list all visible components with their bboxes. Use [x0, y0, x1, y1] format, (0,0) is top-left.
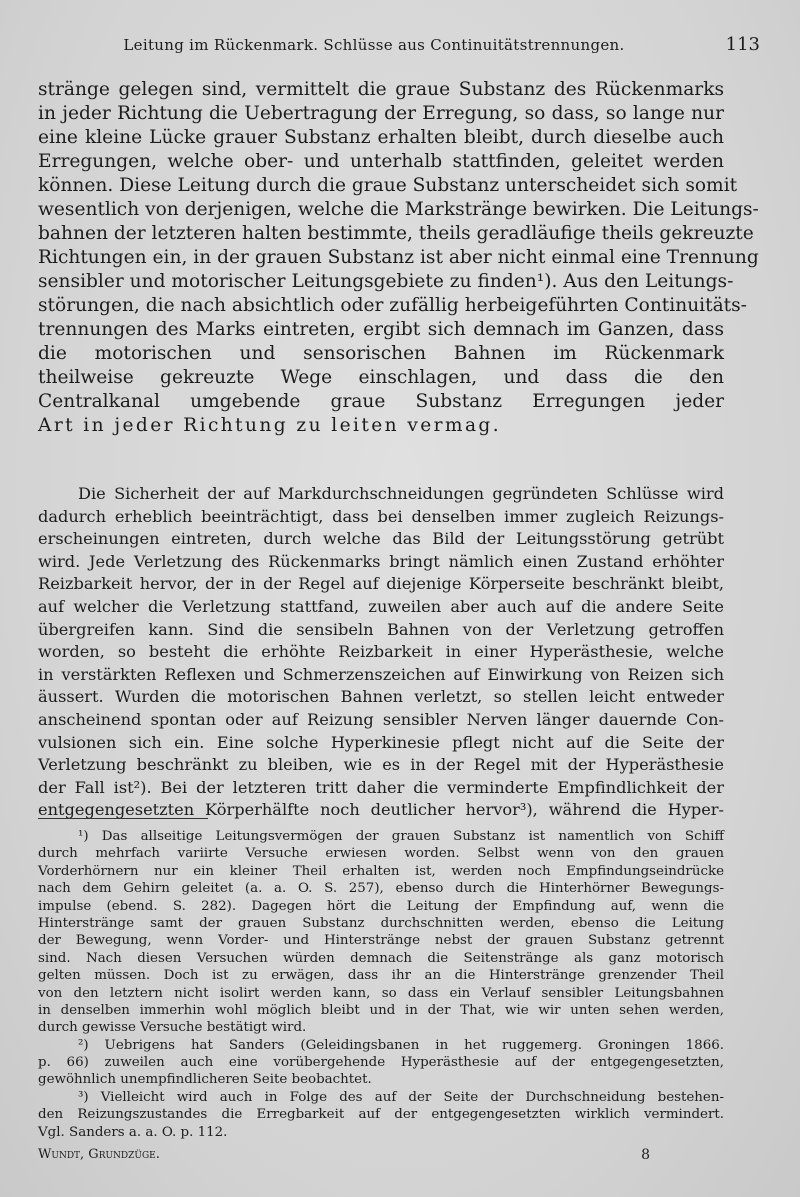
footnote-line: ²) Uebrigens hat Sanders (Geleidingsbanen in het ruggemerg. Groningen 1866.: [78, 1037, 724, 1053]
footnote-line: sind. Nach diesen Versuchen würden demnach die Seitenstränge als ganz motorisch: [38, 950, 724, 966]
footnote-line: nach dem Gehirn geleitet (a. a. O. S. 257), ebenso durch die Hinterhörner Bewegungs-: [38, 881, 724, 897]
footnote-line: von den letztern nicht isolirt werden kann, so dass ein Verlauf sensibler Leitungsbahnen: [38, 985, 724, 1001]
footnote-line: ¹) Das allseitige Leitungsvermögen der grauen Substanz ist namentlich von Schiff: [78, 829, 724, 844]
text-line: erscheinungen eintreten, durch welche das Bild der Leitungsstörung getrübt: [38, 529, 724, 549]
footnote-line: Vorderhörnern nur ein kleiner Theil erhalten ist, werden noch Empfindungseindrücke: [38, 863, 724, 879]
text-line: entgegengesetzten Körperhälfte noch deutlicher hervor³), während die Hyper-: [38, 800, 724, 820]
text-line: Erregungen, welche ober- und unterhalb stattfinden, geleitet werden: [38, 151, 724, 172]
signature-number: 8: [641, 1147, 650, 1163]
footnote-line: durch gewisse Versuche bestätigt wird.: [38, 1020, 307, 1036]
running-title: Leitung im Rückenmark. Schlüsse aus Continuitätstrennungen.: [123, 36, 625, 54]
paragraph-2: [38, 483, 724, 822]
text-line: übergreifen kann. Sind die sensibeln Bahnen von der Verletzung getroffen: [38, 619, 724, 639]
footnote-line: gewöhnlich unempfindlicheren Seite beobachtet.: [38, 1072, 372, 1088]
signature-mark: Wundt, Grundzüge.: [38, 1147, 160, 1162]
paragraph-1: [38, 78, 759, 438]
page-footer: [38, 1147, 730, 1167]
text-line: eine kleine Lücke grauer Substanz erhalten bleibt, durch dieselbe auch: [38, 127, 724, 148]
text-line: sensibler und motorischer Leitungsgebiete zu finden¹). Aus den Leitungs-: [38, 271, 734, 292]
text-line: trennungen des Marks eintreten, ergibt sich demnach im Ganzen, dass: [38, 319, 724, 340]
footnote-line: Hinterstränge samt der grauen Substanz durchschnitten werden, ebenso die Leitung: [38, 915, 724, 931]
footnote-line: den Reizungszustandes die Erregbarkeit auf der entgegengesetzten wirklich vermindert.: [38, 1107, 724, 1123]
footnote-line: gelten müssen. Doch ist zu erwägen, dass ihr an die Hinterstränge grenzender Theil: [38, 968, 724, 984]
text-line: in jeder Richtung die Uebertragung der Erregung, so dass, so lange nur: [38, 103, 724, 124]
text-line: dadurch erheblich beeinträchtigt, dass bei denselben immer zugleich Reizungs-: [38, 506, 724, 526]
text-line: Die Sicherheit der auf Markdurchschneidungen gegründeten Schlüsse wird: [78, 484, 724, 503]
text-line: in verstärkten Reflexen und Schmerzenszeichen auf Einwirkung von Reizen sich: [38, 664, 724, 684]
footnote-line: der Bewegung, wenn Vorder- und Hinterstränge nebst der grauen Substanz getrennt: [38, 933, 724, 949]
footnote-line: durch mehrfach variirte Versuche erwiesen worden. Selbst wenn von den grauen: [38, 846, 724, 862]
text-line: bahnen der letzteren halten bestimmte, theils geradläufige theils gekreuzte: [38, 223, 754, 244]
footnote-line: in denselben immerhin wohl möglich bleibt und in der That, wie wir unten sehen werden,: [38, 1002, 724, 1018]
text-line: vulsionen sich ein. Eine solche Hyperkinesie pflegt nicht auf die Seite der: [38, 732, 724, 752]
footnote-line: impulse (ebend. S. 282). Dagegen hört die Leitung der Empfindung auf, wenn die: [38, 898, 724, 914]
footnotes: [38, 828, 724, 1141]
text-line: Richtungen ein, in der grauen Substanz ist aber nicht einmal eine Trennung: [38, 247, 759, 268]
text-line: Reizbarkeit hervor, der in der Regel auf diejenige Körperseite beschränkt bleibt,: [38, 574, 724, 594]
footnote-line: Vgl. Sanders a. a. O. p. 112.: [38, 1124, 228, 1140]
page-number: 113: [725, 34, 760, 55]
text-line-spaced: theilweise gekreuzte Wege einschlagen, und dass die den: [38, 367, 724, 388]
text-line: der Fall ist²). Bei der letzteren tritt daher die verminderte Empfindlichkeit der: [38, 777, 724, 797]
text-line: Verletzung beschränkt zu bleiben, wie es in der Regel mit der Hyperästhesie: [38, 755, 724, 775]
text-line: anscheinend spontan oder auf Reizung sensibler Nerven länger dauernde Con-: [38, 709, 724, 729]
text-line: worden, so besteht die erhöhte Reizbarkeit in einer Hyperästhesie, welche: [38, 642, 724, 662]
footnote-line: p. 66) zuweilen auch eine vorübergehende Hyperästhesie auf der entgegengesetzten,: [38, 1055, 724, 1071]
text-line: können. Diese Leitung durch die graue Substanz unterscheidet sich somit: [38, 175, 738, 196]
text-line-spaced: die motorischen und sensorischen Bahnen im Rückenmark: [38, 343, 724, 364]
text-line: störungen, die nach absichtlich oder zufällig herbeigeführten Continuitäts-: [38, 295, 747, 316]
text-line: stränge gelegen sind, vermittelt die graue Substanz des Rückenmarks: [38, 79, 724, 100]
text-line: äussert. Wurden die motorischen Bahnen verletzt, so stellen leicht entweder: [38, 687, 724, 707]
footnote-line: ³) Vielleicht wird auch in Folge des auf der Seite der Durchschneidung bestehen-: [78, 1089, 724, 1105]
text-line-spaced: Art in jeder Richtung zu leiten vermag.: [38, 415, 502, 436]
footnote-divider: [38, 818, 208, 819]
text-line-spaced: Centralkanal umgebende graue Substanz Erregungen jeder: [38, 391, 724, 412]
text-line: auf welcher die Verletzung stattfand, zuweilen aber auch auf die andere Seite: [38, 596, 724, 616]
text-line: wird. Jede Verletzung des Rückenmarks bringt nämlich einen Zustand erhöhter: [38, 551, 724, 571]
page-header: [38, 36, 770, 60]
text-line: wesentlich von derjenigen, welche die Markstränge bewirken. Die Leitungs-: [38, 199, 759, 220]
